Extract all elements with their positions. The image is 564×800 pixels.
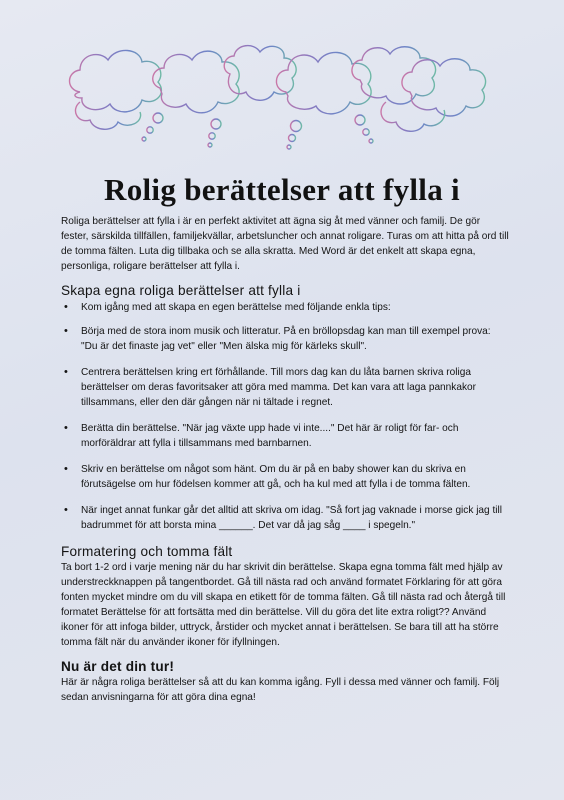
your-turn-paragraph: Här är några roliga berättelser så att du kan komma igång. Fyll i dessa med vänner och familj. Följ sedan anvisningarna för att göra dina egna! [61, 677, 500, 703]
section-heading-your-turn: Nu är det din tur! [61, 659, 175, 674]
document-body [61, 214, 509, 705]
thought-bubbles-decoration [60, 40, 500, 155]
list-item: • Börja med de stora inom musik och litteratur. På en bröllopsdag kan man till exempel prova: "Du är det finaste jag vet" eller "Men älska mig för kärleks skull". [61, 324, 509, 354]
intro-paragraph: Roliga berättelser att fylla i är en perfekt aktivitet att ägna sig åt med vänner och familj. De gör fester, särskilda tillfällen, familjekvällar, arbetsluncher och annat roligare. Turas om att hitta på ord till de tomma fälten. Luta dig tillbaka och se alla skratta. Med Word är det enkelt att skapa egna, personliga, roligare berättelser att fylla i. [61, 216, 509, 272]
list-item: • Kom igång med att skapa en egen berättelse med följande enkla tips: [61, 300, 509, 315]
cloud-shape [352, 47, 436, 104]
formatting-paragraph: Ta bort 1-2 ord i varje mening när du har skrivit din berättelse. Skapa egna tomma fält med hjälp av understreckknappen på tangentbordet. Gå till nästa rad och använd formatet Förklaring för att göra fonten mycket mindre om du vill skapa en etikett för de tomma fälten. Gå till nästa rad och återgå till formatet Berättelse för att fortsätta med din berättelse. Vill du göra det lite extra roligt?? Använd ikoner för att infoga bilder, uttryck, årstider och mycket annat i berättelsen. Se bara till att ha större tomma fält när du använder ikoner för ifyllningen. [61, 562, 506, 648]
cloud-shape [381, 102, 445, 131]
cloud-shape [402, 59, 486, 116]
cloud-shape [70, 50, 162, 111]
list-item: • Skriv en berättelse om något som hänt. Om du är på en baby shower kan du skriva en förutsägelse om hur födelsen kommer att gå, och ha kul med att fylla i de tomma fälten. [61, 462, 509, 492]
list-item: • Berätta din berättelse. "När jag växte upp hade vi inte...." Det här är roligt för far- och morföräldrar att fylla i tillsammans med barnbarnen. [61, 421, 509, 451]
tips-list [61, 300, 509, 533]
list-item: • Centrera berättelsen kring ert förhållande. Till mors dag kan du låta barnen skriva roliga berättelser om deras favoritsaker att göra med mamma. Det kan vara att laga pannkakor tillsammans, eller den där gången när ni tältade i regnet. [61, 365, 509, 410]
section-heading-create: Skapa egna roliga berättelser att fylla i [61, 283, 301, 298]
section-heading-formatting: Formatering och tomma fält [61, 544, 233, 559]
document-title: Rolig berättelser att fylla i [104, 172, 460, 207]
list-item: • När inget annat funkar går det alltid att skriva om idag. "Så fort jag vaknade i morse gick jag till badrummet för att borsta mina ______. Det var då jag såg ____ i spegeln." [61, 503, 509, 533]
